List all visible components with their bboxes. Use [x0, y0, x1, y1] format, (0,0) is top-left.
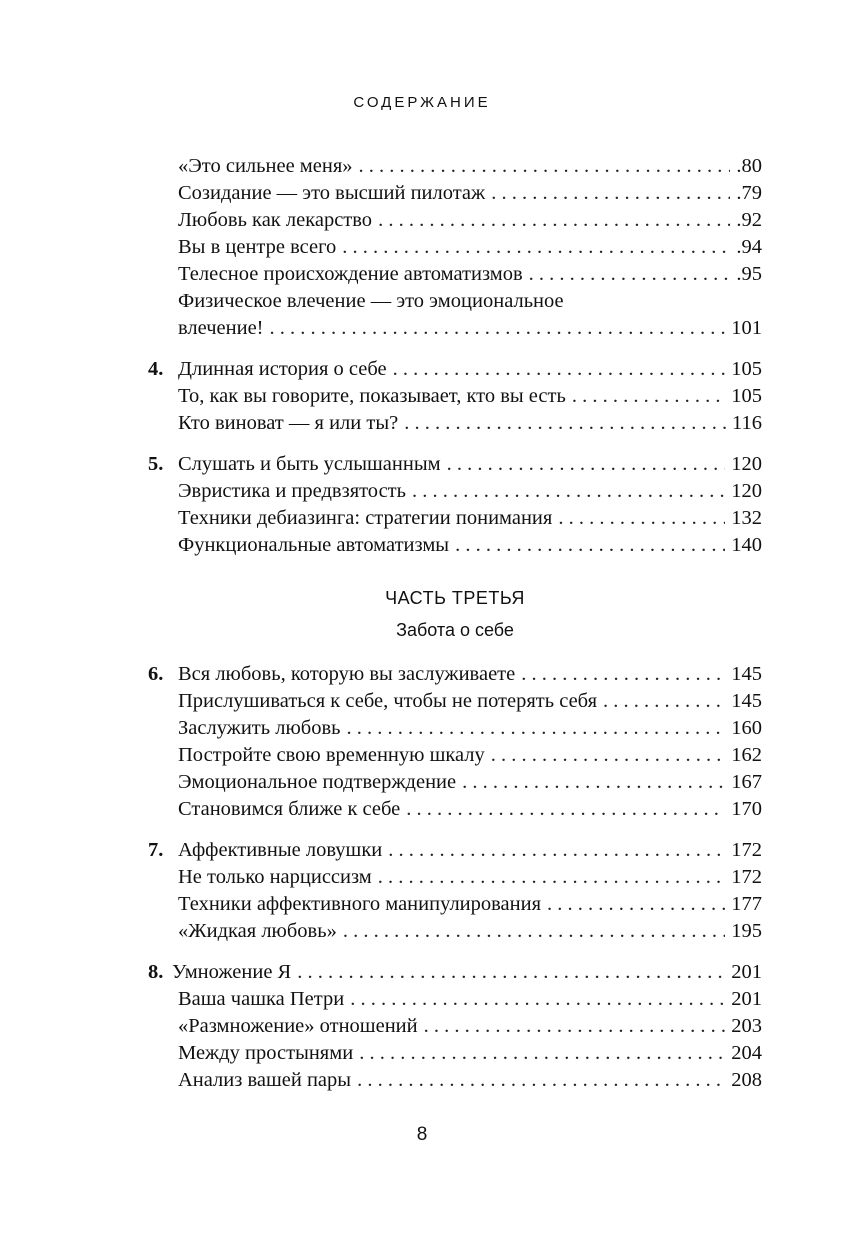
chapter-number: 7. — [148, 839, 164, 861]
leader-dots — [558, 505, 725, 532]
toc-entry-page: 201 — [731, 988, 762, 1010]
toc-entry-title: Не только нарциссизм — [178, 866, 372, 888]
chapter-number: 4. — [148, 358, 164, 380]
toc-entry-page: 116 — [732, 412, 762, 434]
toc-entry-title: Вся любовь, которую вы заслуживаете — [178, 663, 516, 685]
leader-dots — [357, 1067, 725, 1094]
toc-entry-title: «Размножение» отношений — [178, 1015, 418, 1037]
toc-entry-page: 132 — [731, 507, 762, 529]
toc-entry-page: 120 — [731, 480, 762, 502]
leader-dots — [521, 661, 725, 688]
toc-entry[interactable] — [148, 207, 762, 234]
toc-entry[interactable] — [148, 986, 762, 1013]
toc-entry-page: 167 — [731, 771, 762, 793]
leader-dots — [270, 315, 726, 342]
leader-dots — [359, 153, 731, 180]
leader-dots — [529, 261, 731, 288]
leader-dots — [388, 837, 725, 864]
toc-entry-title: Анализ вашей пары — [178, 1069, 352, 1091]
toc-entry-page: .79 — [736, 182, 762, 204]
toc-entry-line1[interactable]: Физическое влечение — это эмоциональное — [178, 290, 564, 312]
toc-entry[interactable] — [148, 478, 762, 505]
toc-entry[interactable] — [148, 864, 762, 891]
toc-entry-page: 101 — [731, 317, 762, 339]
toc-entry-page: 162 — [731, 744, 762, 766]
toc-entry[interactable] — [148, 796, 762, 823]
toc-entry-page: 204 — [731, 1042, 762, 1064]
toc-entry-page: 172 — [731, 866, 762, 888]
toc-chapter[interactable] — [148, 837, 762, 864]
toc-entry-title: Прислушиваться к себе, чтобы не потерять себя — [178, 690, 598, 712]
toc-entry-page: 177 — [731, 893, 762, 915]
page-number: 8 — [416, 1124, 428, 1145]
toc-entry-title: Постройте свою временную шкалу — [178, 744, 485, 766]
leader-dots — [378, 864, 725, 891]
leader-dots — [404, 410, 726, 437]
toc-entry-title: «Это сильнее меня» — [178, 155, 353, 177]
toc-entry[interactable] — [148, 153, 762, 180]
toc-entry[interactable] — [148, 315, 762, 342]
toc-entry[interactable] — [148, 742, 762, 769]
leader-dots — [447, 451, 726, 478]
toc-chapter[interactable] — [148, 356, 762, 383]
leader-dots — [378, 207, 730, 234]
toc-entry-title: Эвристика и предвзятость — [178, 480, 406, 502]
leader-dots — [359, 1040, 725, 1067]
toc-entry-page: 105 — [731, 385, 762, 407]
toc-chapter[interactable] — [148, 959, 762, 986]
leader-dots — [491, 180, 730, 207]
toc-entry-title: Созидание — это высший пилотаж — [178, 182, 486, 204]
leader-dots — [572, 383, 725, 410]
toc-entry-page: 145 — [731, 690, 762, 712]
toc-entry[interactable] — [148, 383, 762, 410]
toc-entry[interactable] — [148, 180, 762, 207]
toc-entry-page: 140 — [731, 534, 762, 556]
leader-dots — [350, 986, 725, 1013]
leader-dots — [343, 918, 725, 945]
chapter-number: 8. — [148, 961, 164, 983]
chapter-number: 6. — [148, 663, 164, 685]
toc-entry-title: Эмоциональное подтверждение — [178, 771, 457, 793]
toc-entry-title: Телесное происхождение автоматизмов — [178, 263, 523, 285]
leader-dots — [603, 688, 725, 715]
toc-entry-page: .94 — [736, 236, 762, 258]
toc-entry-page: 195 — [731, 920, 762, 942]
toc-entry-title: Заслужить любовь — [178, 717, 341, 739]
chapter-number: 5. — [148, 453, 164, 475]
leader-dots — [462, 769, 725, 796]
toc-entry[interactable] — [148, 234, 762, 261]
toc-entry-page: .80 — [736, 155, 762, 177]
toc-entry-page: 201 — [731, 961, 762, 983]
leader-dots — [393, 356, 726, 383]
toc-entry-title: Ваша чашка Петри — [178, 988, 345, 1010]
part-subtitle: Забота о себе — [396, 620, 514, 640]
toc-entry-title: Умножение Я — [172, 961, 292, 983]
toc-chapter[interactable] — [148, 661, 762, 688]
toc-entry[interactable] — [148, 1067, 762, 1094]
toc-entry-page: 170 — [731, 798, 762, 820]
toc-entry[interactable] — [148, 769, 762, 796]
toc-entry-page: 145 — [731, 663, 762, 685]
toc-entry[interactable] — [148, 1013, 762, 1040]
toc-entry-title: Техники аффективного манипулирования — [178, 893, 542, 915]
leader-dots — [342, 234, 730, 261]
toc-entry-title: Техники дебиазинга: стратегии понимания — [178, 507, 553, 529]
toc-entry[interactable] — [148, 715, 762, 742]
toc-entry[interactable] — [148, 532, 762, 559]
toc-entry-page: 160 — [731, 717, 762, 739]
toc-entry-page: .95 — [736, 263, 762, 285]
toc-entry-title: Аффективные ловушки — [178, 839, 383, 861]
leader-dots — [547, 891, 725, 918]
toc-chapter[interactable] — [148, 451, 762, 478]
part-title: ЧАСТЬ ТРЕТЬЯ — [385, 588, 525, 608]
toc-entry[interactable] — [148, 505, 762, 532]
toc-entry-title: «Жидкая любовь» — [178, 920, 337, 942]
toc-entry-page: 120 — [731, 453, 762, 475]
toc-entry-page: 172 — [731, 839, 762, 861]
table-of-contents — [148, 153, 762, 1094]
toc-entry[interactable] — [148, 891, 762, 918]
leader-dots — [491, 742, 725, 769]
toc-entry-title: Функциональные автоматизмы — [178, 534, 450, 556]
toc-entry-title: Слушать и быть услышанным — [178, 453, 441, 475]
toc-entry-page: 105 — [731, 358, 762, 380]
toc-entry[interactable] — [148, 688, 762, 715]
toc-entry-title: Кто виноват — я или ты? — [178, 412, 399, 434]
toc-entry-title: Длинная история о себе — [178, 358, 387, 380]
toc-entry-title: Вы в центре всего — [178, 236, 337, 258]
toc-entry-page: .92 — [736, 209, 762, 231]
toc-entry-title: влечение! — [178, 317, 264, 339]
leader-dots — [297, 959, 725, 986]
leader-dots — [424, 1013, 726, 1040]
leader-dots — [347, 715, 726, 742]
toc-entry-page: 203 — [731, 1015, 762, 1037]
toc-entry-page: 208 — [731, 1069, 762, 1091]
toc-entry-title: Между простынями — [178, 1042, 354, 1064]
toc-entry[interactable] — [148, 918, 762, 945]
toc-entry[interactable] — [148, 261, 762, 288]
leader-dots — [455, 532, 725, 559]
toc-entry-title: Любовь как лекарство — [178, 209, 373, 231]
toc-entry[interactable] — [148, 1040, 762, 1067]
running-header: СОДЕРЖАНИЕ — [353, 94, 491, 111]
toc-entry[interactable] — [148, 410, 762, 437]
toc-entry-title: Становимся ближе к себе — [178, 798, 401, 820]
leader-dots — [412, 478, 725, 505]
toc-entry-title: То, как вы говорите, показывает, кто вы есть — [178, 385, 566, 407]
leader-dots — [406, 796, 725, 823]
